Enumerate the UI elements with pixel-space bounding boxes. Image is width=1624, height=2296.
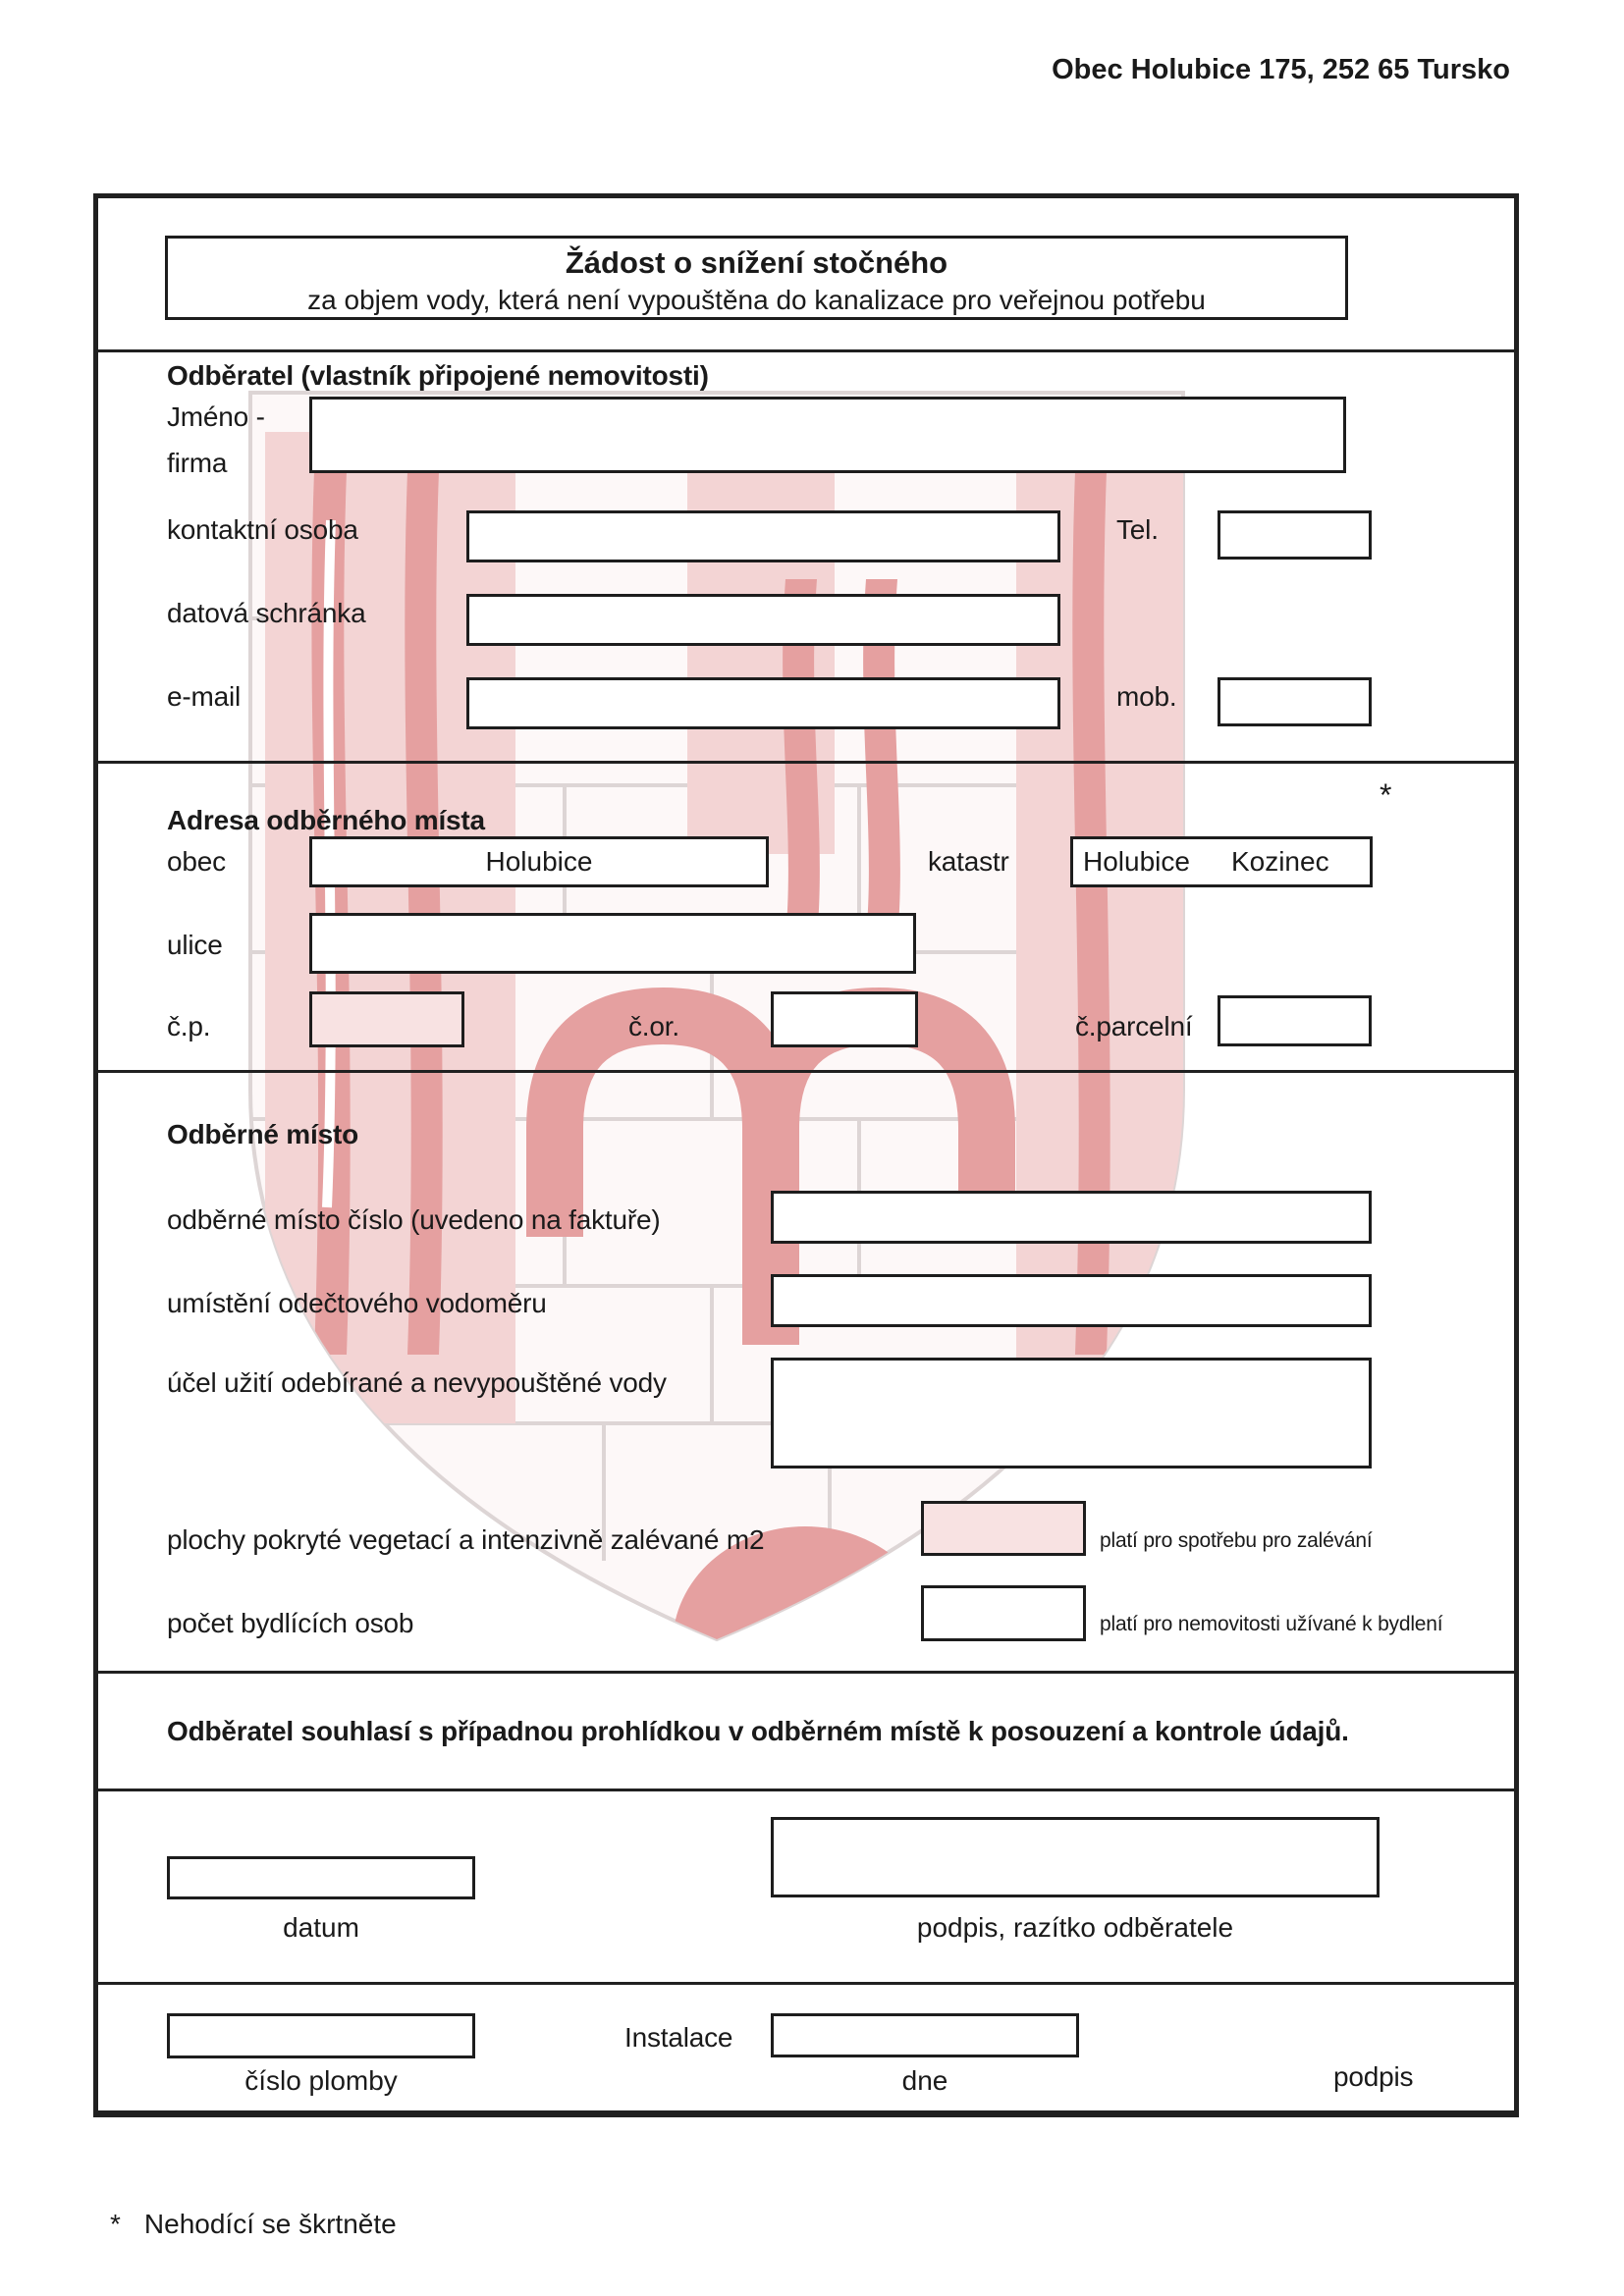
offtake-number-field[interactable] xyxy=(771,1191,1372,1244)
cadastre-field[interactable] xyxy=(1070,836,1373,887)
consumer-heading: Odběratel (vlastník připojené nemovitosti) xyxy=(167,360,709,391)
offtake-number-label: odběrné místo číslo (uvedeno na faktuře) xyxy=(167,1204,661,1235)
date-field[interactable] xyxy=(167,1856,475,1899)
municipality-label: obec xyxy=(167,846,226,877)
consent-text: Odběratel souhlasí s případnou prohlídkou v odběrném místě k posouzení a kontrole údajů. xyxy=(167,1716,1349,1746)
data-box-field[interactable] xyxy=(466,594,1060,646)
title-box xyxy=(165,236,1348,320)
house-number-field[interactable] xyxy=(309,991,464,1047)
section-divider xyxy=(98,1070,1514,1073)
header-address: Obec Holubice 175, 252 65 Tursko xyxy=(1052,54,1510,85)
tel-label: Tel. xyxy=(1116,514,1159,545)
form-frame xyxy=(93,193,1519,2117)
installation-date-field[interactable] xyxy=(771,2013,1079,2057)
residents-count-field[interactable] xyxy=(921,1585,1086,1641)
parcel-number-field[interactable] xyxy=(1218,995,1372,1046)
form-subtitle: za objem vody, která není vypouštěna do kanalizace pro veřejnou potřebu xyxy=(307,285,1206,315)
section-divider xyxy=(98,349,1514,352)
tel-field[interactable] xyxy=(1218,510,1372,560)
water-purpose-label: účel užití odebírané a nevypouštěné vody xyxy=(167,1367,667,1398)
municipality-field[interactable] xyxy=(309,836,769,887)
signature-field[interactable] xyxy=(771,1817,1380,1897)
section-divider xyxy=(98,1671,1514,1674)
orientation-number-field[interactable] xyxy=(771,991,918,1047)
databox-label: datová schránka xyxy=(167,598,366,628)
name-firma-field[interactable] xyxy=(309,397,1346,473)
seal-number-label: číslo plomby xyxy=(244,2065,398,2096)
residents-count-label: počet bydlících osob xyxy=(167,1608,414,1638)
footnote-mark: * xyxy=(110,2209,121,2239)
section-divider xyxy=(98,1789,1514,1791)
signature-label: podpis, razítko odběratele xyxy=(916,1912,1234,1943)
address-heading: Adresa odběrného místa xyxy=(167,805,485,835)
orientation-number-label: č.or. xyxy=(628,1011,679,1041)
section-divider xyxy=(98,761,1514,764)
mobile-field[interactable] xyxy=(1218,677,1372,726)
installation-sign-label: podpis xyxy=(1333,2061,1414,2092)
offtake-heading: Odběrné místo xyxy=(167,1119,358,1149)
water-purpose-field[interactable] xyxy=(771,1358,1372,1468)
address-footnote-mark: * xyxy=(1380,777,1392,813)
contact-person-field[interactable] xyxy=(466,510,1060,562)
irrigated-area-note: platí pro spotřebu pro zalévání xyxy=(1100,1529,1373,1552)
footnote-text: Nehodící se škrtněte xyxy=(143,2209,397,2239)
cadastre-option-kozinec: Kozinec xyxy=(1230,846,1329,877)
installation-date-label: dne xyxy=(901,2065,948,2096)
parcel-number-label: č.parcelní xyxy=(1075,1011,1193,1041)
house-number-label: č.p. xyxy=(167,1011,211,1041)
street-label: ulice xyxy=(167,930,223,960)
section-divider xyxy=(98,1982,1514,1985)
irrigated-area-field[interactable] xyxy=(921,1501,1086,1556)
irrigated-area-label: plochy pokryté vegetací a intenzivně zalévané m2 xyxy=(167,1524,765,1555)
footnote xyxy=(110,2209,397,2240)
name-label-line1: Jméno - xyxy=(167,401,265,432)
name-label-line2: firma xyxy=(167,448,228,478)
meter-location-field[interactable] xyxy=(771,1274,1372,1327)
meter-location-label: umístění odečtového vodoměru xyxy=(167,1288,547,1318)
seal-number-field[interactable] xyxy=(167,2013,475,2058)
date-label: datum xyxy=(283,1912,359,1943)
mobile-label: mob. xyxy=(1116,681,1177,712)
installation-label: Instalace xyxy=(624,2022,733,2053)
municipality-value: Holubice xyxy=(485,846,593,877)
email-field[interactable] xyxy=(466,677,1060,729)
street-field[interactable] xyxy=(309,913,916,974)
cadastre-label: katastr xyxy=(928,846,1009,877)
cadastre-option-holubice: Holubice xyxy=(1083,846,1190,877)
email-label: e-mail xyxy=(167,681,242,712)
residents-count-note: platí pro nemovitosti užívané k bydlení xyxy=(1100,1613,1443,1635)
contact-person-label: kontaktní osoba xyxy=(167,514,358,545)
form-title: Žádost o snížení stočného xyxy=(565,245,948,280)
